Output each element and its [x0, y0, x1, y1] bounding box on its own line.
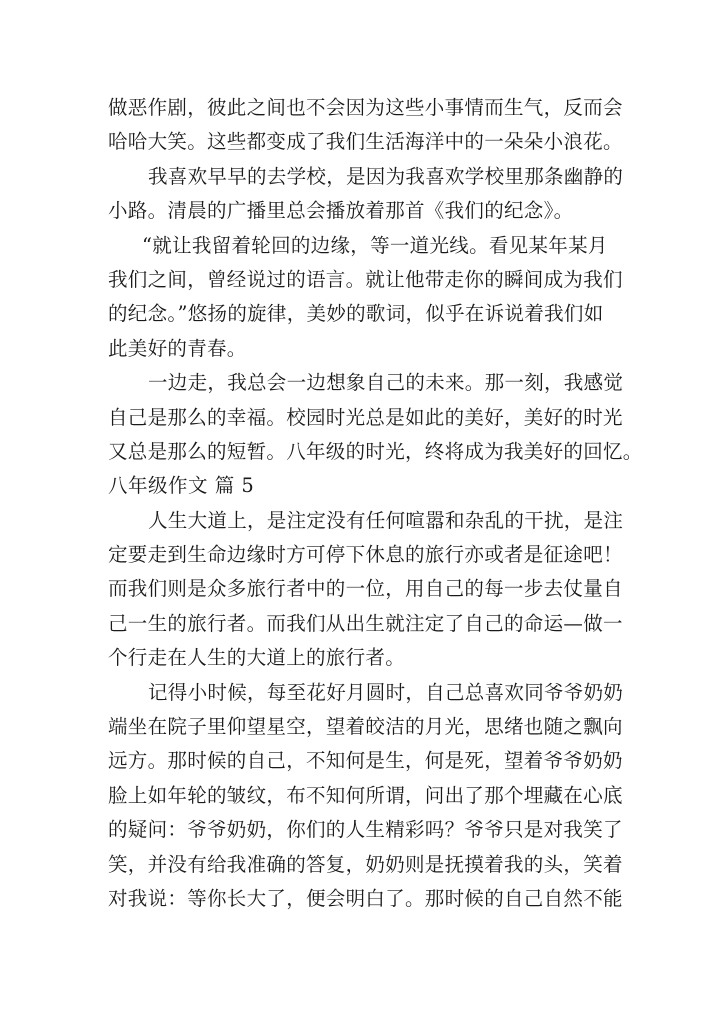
text-line: 哈哈大笑。这些都变成了我们生活海洋中的一朵朵小浪花。 [108, 130, 623, 154]
text-line: 笑，并没有给我准确的答复，奶奶则是抚摸着我的头，笑着 [108, 852, 623, 876]
text-line: 脸上如年轮的皱纹，布不知何所谓，问出了那个埋藏在心底 [108, 783, 623, 807]
text-line: 的纪念。”悠扬的旋律，美妙的歌词，似乎在诉说着我们如 [108, 302, 604, 326]
text-line: 而我们则是众多旅行者中的一位，用自己的每一步去仗量自 [108, 577, 623, 601]
paragraph-start-line: 记得小时候，每至花好月圆时，自己总喜欢同爷爷奶奶 [148, 680, 624, 704]
text-line: 做恶作剧，彼此之间也不会因为这些小事情而生气，反而会 [108, 96, 623, 119]
text-line: 自己是那么的幸福。校园时光总是如此的美好，美好的时光 [108, 405, 623, 429]
text-line: 此美好的青春。 [108, 336, 247, 360]
text-line: 定要走到生命边缘时方可停下休息的旅行亦或者是征途吧！ [108, 543, 623, 567]
text-line: 对我说：等你长大了，便会明白了。那时候的自己自然不能 [108, 886, 623, 910]
text-line: 小路。清晨的广播里总会播放着那首《我们的纪念》。 [108, 199, 574, 223]
text-line: 远方。那时候的自己，不知何是生，何是死，望着爷爷奶奶 [108, 749, 623, 773]
text-line: 己一生的旅行者。而我们从出生就注定了自己的命运—做一 [108, 611, 623, 635]
text-line: 又总是那么的短暂。八年级的时光，终将成为我美好的回忆。 [108, 439, 643, 463]
text-line: 端坐在院子里仰望星空，望着皎洁的月光，思绪也随之飘向 [108, 715, 623, 739]
text-line: 的疑问：爷爷奶奶，你们的人生精彩吗？爷爷只是对我笑了 [108, 818, 623, 842]
paragraph-start-line: “就让我留着轮回的边缘，等一道光线。看见某年某月 [142, 233, 608, 257]
document-body [108, 91, 643, 916]
paragraph-start-line: 我喜欢早早的去学校，是因为我喜欢学校里那条幽静的 [148, 164, 624, 188]
paragraph-start-line: 人生大道上，是注定没有任何喧嚣和杂乱的干扰，是注 [148, 508, 624, 532]
section-heading: 八年级作文 篇 5 [108, 474, 255, 498]
paragraph-start-line: 一边走，我总会一边想象自己的未来。那一刻，我感觉 [148, 371, 624, 395]
text-line: 个行走在人生的大道上的旅行者。 [108, 646, 406, 670]
text-line: 我们之间，曾经说过的语言。就让他带走你的瞬间成为我们 [108, 267, 623, 291]
